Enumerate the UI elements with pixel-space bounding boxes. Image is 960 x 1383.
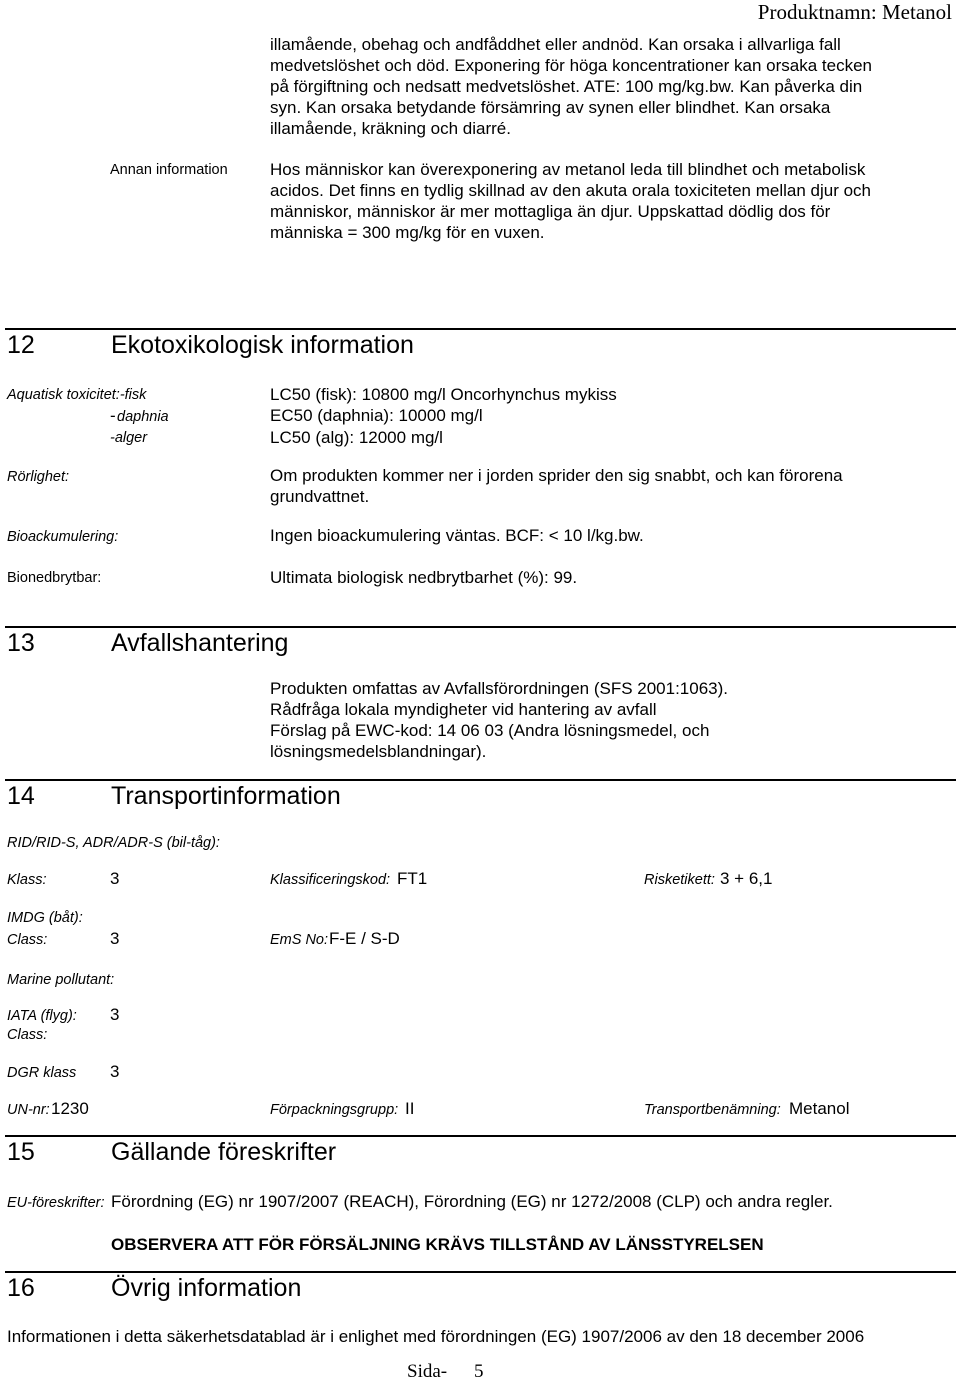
bioaccumulation-label: Bioackumulering: [7, 529, 119, 545]
rid-adr-label: RID/RID-S, ADR/ADR-S (bil-tåg): [7, 835, 220, 851]
ec50-daphnia-value: EC50 (daphnia): 10000 mg/l [270, 406, 483, 425]
mobility-text [270, 465, 843, 507]
other-info-label: Annan information [110, 162, 228, 178]
section-12-title: Ekotoxikologisk information [111, 331, 414, 359]
risk-label-label: Risketikett: [644, 872, 715, 888]
text-line: Rådfråga lokala myndigheter vid hantering av avfall [270, 700, 657, 719]
section-16-rule [5, 1271, 956, 1273]
biodegradable-text: Ultimata biologisk nedbrytbarhet (%): 99. [270, 568, 578, 587]
text-line: på förgiftning och nedsatt medvetslöshet. ATE: 100 mg/kg.bw. Kan påverka din [270, 77, 863, 96]
text-line: Om produkten kommer ner i jorden sprider den sig snabbt, och kan förorena [270, 466, 843, 485]
daphnia-dash: - [110, 406, 116, 425]
text-line: Hos människor kan överexponering av metanol leda till blindhet och metabolisk [270, 160, 866, 179]
section-15-number: 15 [7, 1138, 35, 1166]
text-line: människor, människor är mer mottagliga än djur. Uppskattad dödlig dos för [270, 202, 831, 221]
waste-text [270, 678, 728, 762]
lc50-fish-value: LC50 (fisk): 10800 mg/l Oncorhynchus mykiss [270, 385, 617, 404]
section-12-rule [5, 328, 956, 330]
imdg-label: IMDG (båt): [7, 910, 83, 926]
transport-name-label: Transportbenämning: [644, 1102, 781, 1118]
text-line: illamående, obehag och andfåddhet eller andnöd. Kan orsaka i allvarliga fall [270, 35, 841, 54]
section-16-title: Övrig information [111, 1274, 302, 1302]
section-14-rule [5, 779, 956, 781]
product-name-header: Produktnamn: Metanol [757, 0, 952, 24]
section-13-number: 13 [7, 629, 35, 657]
text-line: människa = 300 mg/kg för en vuxen. [270, 223, 545, 242]
klass-label: Klass: [7, 872, 47, 888]
section-14-title: Transportinformation [111, 782, 341, 810]
mobility-label: Rörlighet: [7, 469, 70, 485]
aquatic-toxicity-label: Aquatisk toxicitet:-fisk [7, 387, 147, 403]
alger-label: -alger [110, 430, 148, 446]
dgr-class-label: DGR klass [7, 1065, 77, 1081]
other-info-text [270, 159, 871, 243]
text-line: illamående, kräkning och diarré. [270, 119, 511, 138]
text-line: grundvattnet. [270, 487, 370, 506]
classification-code-value: FT1 [397, 869, 428, 888]
section-13-rule [5, 626, 956, 628]
text-line: syn. Kan orsaka betydande försämring av synen eller blindhet. Kan orsaka [270, 98, 831, 117]
un-number-label: UN-nr: [7, 1102, 50, 1118]
dgr-class-value: 3 [110, 1062, 120, 1081]
risk-label-value: 3 + 6,1 [720, 869, 773, 888]
section-13-title: Avfallshantering [111, 629, 289, 657]
section-15-rule [5, 1135, 956, 1137]
classification-code-label: Klassificeringskod: [270, 872, 391, 888]
section-14-number: 14 [7, 782, 35, 810]
license-notice: OBSERVERA ATT FÖR FÖRSÄLJNING KRÄVS TILLSTÅND AV LÄNSSTYRELSEN [111, 1235, 764, 1254]
page-number: 5 [474, 1361, 484, 1382]
ems-value: F-E / S-D [329, 929, 400, 948]
text-line: medvetslöshet och död. Exponering för höga koncentrationer kan orsaka tecken [270, 56, 872, 75]
daphnia-label: daphnia [117, 409, 169, 425]
section-16-number: 16 [7, 1274, 35, 1302]
lc50-alg-value: LC50 (alg): 12000 mg/l [270, 428, 443, 447]
iata-label: IATA (flyg): [7, 1008, 77, 1024]
section-15-title: Gällande föreskrifter [111, 1138, 337, 1166]
iata-class-label: Class: [7, 1027, 48, 1043]
section-12-number: 12 [7, 331, 35, 359]
ems-label: EmS No: [270, 932, 329, 948]
biodegradable-label: Bionedbrytbar: [7, 570, 102, 586]
imdg-class-label: Class: [7, 932, 48, 948]
un-number-value: 1230 [51, 1099, 89, 1118]
text-line: lösningsmedelsblandningar). [270, 742, 487, 761]
transport-name-value: Metanol [789, 1099, 850, 1118]
text-line: Förslag på EWC-kod: 14 06 03 (Andra lösningsmedel, och [270, 721, 710, 740]
health-effects-text [270, 34, 872, 139]
other-information-text: Informationen i detta säkerhetsdatablad är i enlighet med förordningen (EG) 1907/2006 av den 18 december 2006 [7, 1327, 865, 1346]
bioaccumulation-text: Ingen bioackumulering väntas. BCF: < 10 l/kg.bw. [270, 526, 644, 545]
text-line: Produkten omfattas av Avfallsförordningen (SFS 2001:1063). [270, 679, 729, 698]
text-line: acidos. Det finns en tydlig skillnad av den akuta orala toxiciteten mellan djur och [270, 181, 872, 200]
packing-group-label: Förpackningsgrupp: [270, 1102, 399, 1118]
page-label: Sida- [407, 1361, 448, 1382]
imdg-class-value: 3 [110, 929, 120, 948]
packing-group-value: II [405, 1099, 415, 1118]
eu-regulations-label: EU-föreskrifter: [7, 1195, 105, 1211]
iata-value: 3 [110, 1005, 120, 1024]
klass-value: 3 [110, 869, 120, 888]
marine-pollutant-label: Marine pollutant: [7, 972, 115, 988]
eu-regulations-text: Förordning (EG) nr 1907/2007 (REACH), Förordning (EG) nr 1272/2008 (CLP) och andra regler. [111, 1192, 833, 1211]
